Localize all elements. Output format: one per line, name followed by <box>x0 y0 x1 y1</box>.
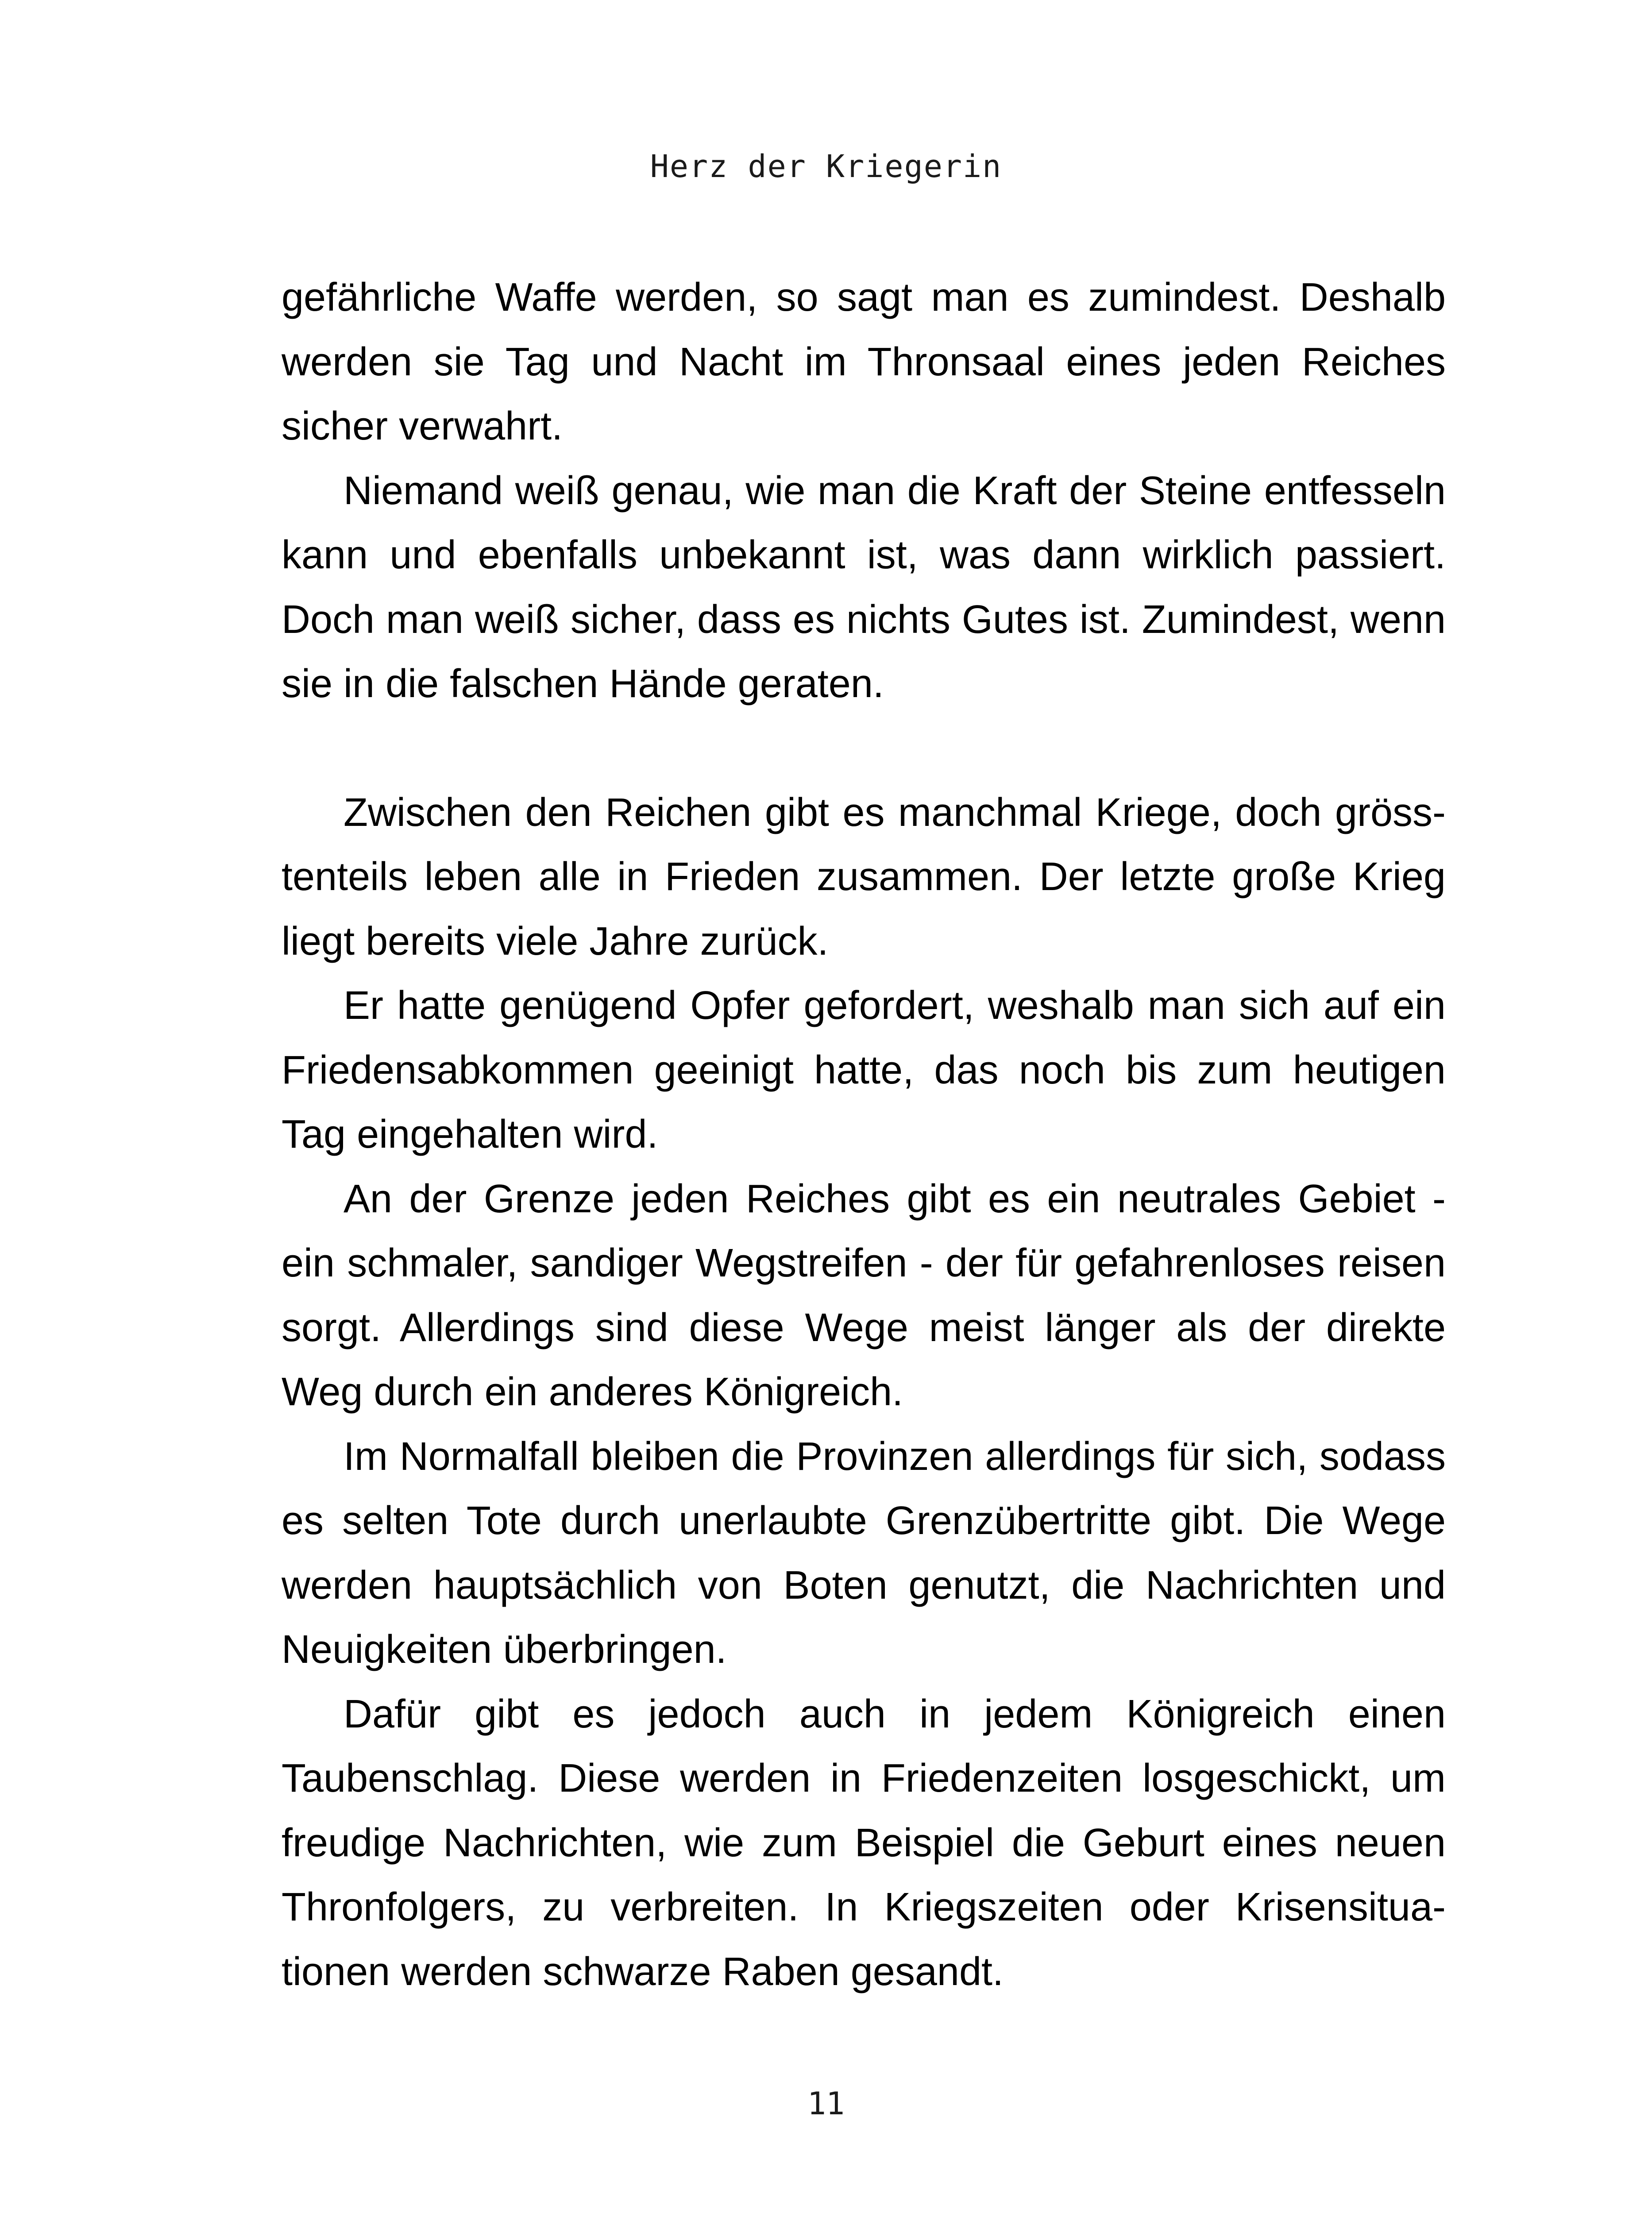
paragraph: An der Grenze jeden Reiches gibt es ein neutrales Gebiet - ein schmaler, sandiger Wegstreifen - der für gefahrenloses reisen sorgt. Allerdings sind diese Wege meist länger als der direkte Weg durch ein anderes Königreich. <box>282 1176 1446 1414</box>
paragraph: gefährliche Waffe werden, so sagt man es zumindest. Deshalb werden sie Tag und Nacht im Thronsaal eines jeden Reiches sicher verwahrt. <box>282 275 1446 448</box>
paragraph: Dafür gibt es jedoch auch in jedem Königreich einen Taubenschlag. Diese werden in Friedenzeiten losgeschickt, um freudige Nachrichten, wie zum Beispiel die Geburt eines neuen Thronfolgers, zu verbreiten. In Kriegszeiten oder Krisensituationen werden schwarze Raben gesandt. <box>282 1692 1446 1994</box>
paragraph: Er hatte genügend Opfer gefordert, weshalb man sich auf ein Friedensabkommen geeinigt hatte, das noch bis zum heutigen Tag eingehalten wird. <box>282 983 1446 1157</box>
paragraph: Niemand weiß genau, wie man die Kraft der Steine entfesseln kann und ebenfalls unbekannt ist, was dann wirklich passiert. Doch man weiß sicher, dass es nichts Gutes ist. Zumindest, wenn sie in die falschen Hände geraten. <box>282 468 1446 706</box>
section-break <box>282 717 1446 781</box>
paragraph: Im Normalfall bleiben die Provinzen allerdings für sich, sodass es selten Tote durch unerlaubte Grenzübertritte gibt. Die Wege werden hauptsächlich von Boten genutzt, die Nachrichten und Neuigkeiten überbringen. <box>282 1434 1446 1672</box>
page-number: 11 <box>807 2086 845 2122</box>
running-title: Herz der Kriegerin <box>650 148 1002 185</box>
body-text <box>282 266 1446 2004</box>
paragraph: Zwischen den Reichen gibt es manchmal Kriege, doch grösstenteils leben alle in Frieden zusammen. Der letzte große Krieg liegt bereits viele Jahre zurück. <box>282 790 1446 964</box>
